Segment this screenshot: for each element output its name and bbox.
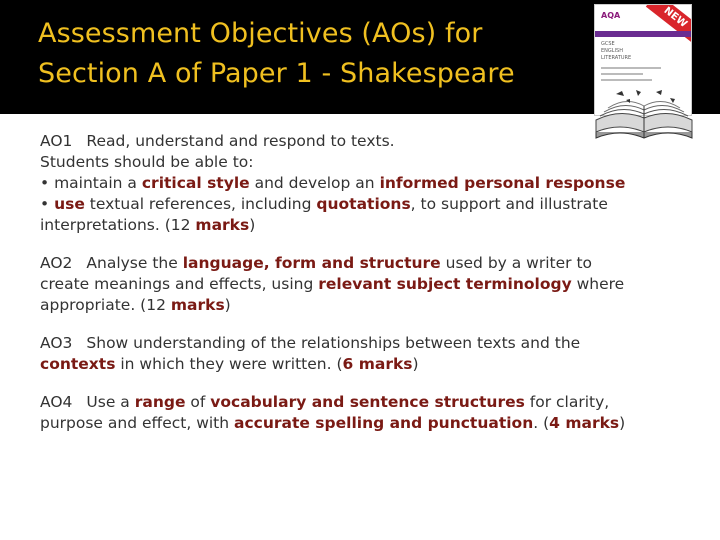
ao4-text-3: for clarity, <box>524 393 610 411</box>
keyword-use: use <box>54 195 85 213</box>
ao1-line-5 <box>40 215 700 236</box>
ao1-code: AO1 <box>40 132 73 150</box>
ao4-line-1 <box>40 392 700 413</box>
ao3-line-2 <box>40 354 700 375</box>
ao1-line-2: Students should be able to: <box>40 153 254 171</box>
keyword-relevant-subject-terminology: relevant subject terminology <box>318 275 572 293</box>
keyword-language-form-structure: language, form and structure <box>182 254 441 272</box>
ao4-line-2-text-2: . ( <box>533 414 550 432</box>
ao1-line-5-close: ) <box>249 216 256 234</box>
keyword-critical-style: critical style <box>141 174 250 192</box>
cover-text-lines <box>601 67 661 85</box>
ao2-line-2 <box>40 274 700 295</box>
ao4-line-2 <box>40 413 700 434</box>
ao1-line-1 <box>40 131 700 152</box>
slide-title <box>38 14 598 94</box>
ao2-line-3-text: appropriate. (12 <box>40 296 171 314</box>
cover-heading <box>601 41 631 62</box>
ao1-bullet-1-text: • maintain a <box>40 174 142 192</box>
ao4-text-2: of <box>185 393 211 411</box>
ao1-bullet-1 <box>40 173 700 194</box>
ao3-line-2-close: ) <box>412 355 419 373</box>
ao3-block <box>40 333 700 375</box>
cover-heading-line-3: LITERATURE <box>601 55 632 61</box>
ao1-block <box>40 131 700 236</box>
aqa-logo: AQA <box>601 11 621 20</box>
ao2-line-2-text-2: where <box>571 275 625 293</box>
keyword-vocabulary-sentence-structures: vocabulary and sentence structures <box>210 393 525 411</box>
ao3-text-1: Show understanding of the relationships between texts and the <box>86 334 581 352</box>
ao1-bullet-2-text-2: , to support and illustrate <box>410 195 608 213</box>
cover-heading-line-1: GCSE <box>601 41 615 47</box>
ao2-text-2: used by a writer to <box>440 254 593 272</box>
keyword-informed-personal-response: informed personal response <box>379 174 626 192</box>
ao2-text-1: Analyse the <box>86 254 183 272</box>
ao4-text-1: Use a <box>86 393 135 411</box>
ao1-bullet-1-text-2: and develop an <box>249 174 380 192</box>
ao4-line-2-close: ) <box>619 414 626 432</box>
cover-heading-line-2: ENGLISH <box>601 48 623 54</box>
keyword-range: range <box>134 393 186 411</box>
ao4-line-2-text: purpose and effect, with <box>40 414 234 432</box>
ao4-marks: 4 marks <box>549 414 620 432</box>
ao2-marks: marks <box>170 296 225 314</box>
ao1-line-5-text: interpretations. (12 <box>40 216 196 234</box>
ao1-bullet-2-text: textual references, including <box>84 195 317 213</box>
ao1-marks: marks <box>195 216 250 234</box>
cover-stripe <box>595 31 691 37</box>
ao1-bullet-2 <box>40 194 700 215</box>
ao2-block <box>40 253 700 316</box>
ao2-code: AO2 <box>40 254 73 272</box>
ao2-line-3-close: ) <box>224 296 231 314</box>
ao3-marks: 6 marks <box>342 355 413 373</box>
ao2-line-2-text: create meanings and effects, using <box>40 275 319 293</box>
ao1-description: Read, understand and respond to texts. <box>86 132 395 150</box>
ao4-code: AO4 <box>40 393 73 411</box>
keyword-quotations: quotations <box>316 195 411 213</box>
ao3-code: AO3 <box>40 334 73 352</box>
new-banner: NEW <box>646 4 692 44</box>
slide-title-line-2: Section A of Paper 1 - Shakespeare <box>38 58 515 89</box>
ao2-line-3 <box>40 295 700 316</box>
ao3-line-1 <box>40 333 700 354</box>
keyword-accurate-spelling-punctuation: accurate spelling and punctuation <box>234 414 534 432</box>
ao1-bullet-2-marker: • <box>40 195 55 213</box>
ao3-line-2-text: in which they were written. ( <box>115 355 343 373</box>
ao4-block <box>40 392 700 434</box>
book-cover-image <box>586 4 702 152</box>
ao2-line-1 <box>40 253 700 274</box>
slide-body <box>40 131 700 434</box>
slide-title-line-1: Assessment Objectives (AOs) for <box>38 18 483 49</box>
keyword-contexts: contexts <box>40 355 116 373</box>
